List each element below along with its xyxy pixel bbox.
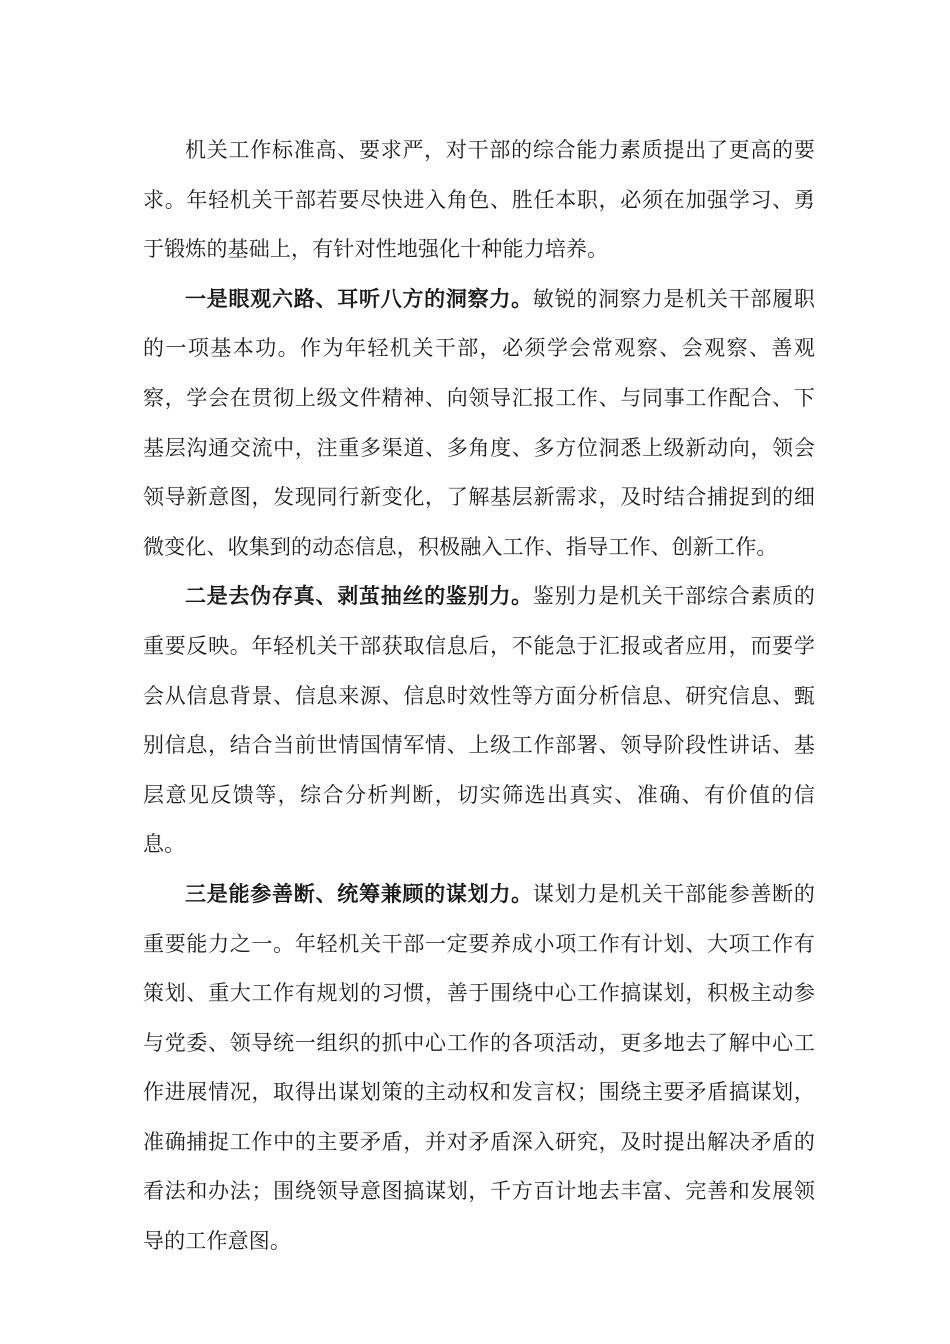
paragraph-discernment — [143, 572, 815, 870]
document-body — [143, 126, 815, 1267]
paragraph-intro — [143, 126, 815, 275]
paragraph-lead: 二是去伪存真、剥茧抽丝的鉴别力。 — [185, 584, 533, 609]
paragraph-text: 机关工作标准高、要求严，对干部的综合能力素质提出了更高的要求。年轻机关干部若要尽快进入角色、胜任本职，必须在加强学习、勇于锻炼的基础上，有针对性地强化十种能力培养。 — [143, 138, 815, 262]
paragraph-planning — [143, 870, 815, 1267]
paragraph-text: 敏锐的洞察力是机关干部履职的一项基本功。作为年轻机关干部，必须学会常观察、会观察、善观察，学会在贯彻上级文件精神、向领导汇报工作、与同事工作配合、下基层沟通交流中，注重多渠道、多角度、多方位洞悉上级新动向，领会领导新意图，发现同行新变化，了解基层新需求，及时结合捕捉到的细微变化、收集到的动态信息，积极融入工作、指导工作、创新工作。 — [143, 286, 816, 559]
paragraph-insight — [143, 275, 815, 573]
paragraph-text: 谋划力是机关干部能参善断的重要能力之一。年轻机关干部一定要养成小项工作有计划、大项工作有策划、重大工作有规划的习惯，善于围绕中心工作搞谋划，积极主动参与党委、领导统一组织的抓中心工作的各项活动，更多地去了解中心工作进展情况，取得出谋划策的主动权和发言权；围绕主要矛盾搞谋划，准确捕捉工作中的主要矛盾，并对矛盾深入研究，及时提出解决矛盾的看法和办法；围绕领导意图搞谋划，千方百计地去丰富、完善和发展领导的工作意图。 — [143, 881, 816, 1254]
paragraph-text: 鉴别力是机关干部综合素质的重要反映。年轻机关干部获取信息后，不能急于汇报或者应用，而要学会从信息背景、信息来源、信息时效性等方面分析信息、研究信息、甄别信息，结合当前世情国情军情、上级工作部署、领导阶段性讲话、基层意见反馈等，综合分析判断，切实筛选出真实、准确、有价值的信息。 — [143, 584, 816, 857]
paragraph-lead: 三是能参善断、统筹兼顾的谋划力。 — [185, 881, 533, 906]
paragraph-lead: 一是眼观六路、耳听八方的洞察力。 — [185, 286, 533, 311]
